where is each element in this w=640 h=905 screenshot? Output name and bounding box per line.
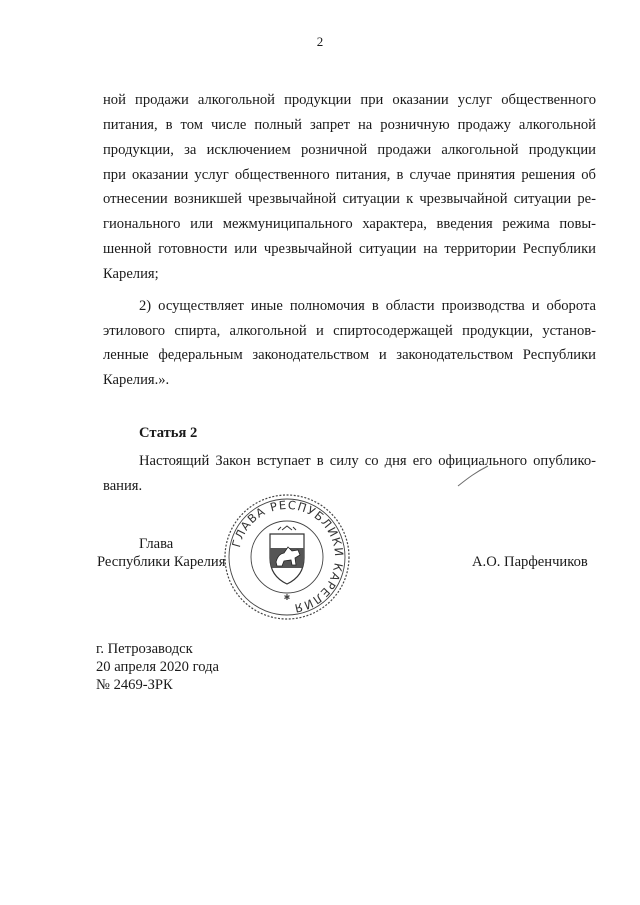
footer-city: г. Петрозаводск — [96, 641, 193, 657]
paragraph-1-line: Карелия; — [103, 266, 159, 282]
article-line: Настоящий Закон вступает в силу со дня его официального опублико- — [139, 453, 596, 469]
page-number: 2 — [316, 34, 324, 49]
official-seal — [222, 492, 352, 622]
signature-title-line-1: Глава — [139, 536, 174, 552]
signature-name: А.О. Парфенчиков — [472, 554, 588, 570]
paragraph-1-line: при оказании услуг общественного питания, в случае принятия решения об — [103, 167, 596, 183]
paragraph-2-line: ленные федеральным законодательством и законодательством Республики — [103, 347, 596, 363]
article-line: вания. — [103, 478, 143, 494]
svg-text:✱: ✱ — [283, 593, 291, 602]
paragraph-2-line: этилового спирта, алкогольной и спиртосодержащей продукции, установ- — [103, 323, 596, 339]
paragraph-1-line: гионального или межмуниципального характера, введения режима повы- — [103, 216, 596, 232]
paragraph-2-line: Карелия.». — [103, 372, 170, 388]
article-heading: Статья 2 — [139, 425, 198, 441]
paragraph-1-line: ной продажи алкогольной продукции при оказании услуг общественного — [103, 92, 596, 108]
footer-date: 20 апреля 2020 года — [96, 659, 219, 675]
paragraph-1-line: продукции, за исключением розничной продажи алкогольной продукции — [103, 142, 596, 158]
signature-title-line-2: Республики Карелия — [97, 554, 226, 570]
paragraph-1-line: шенной готовности или чрезвычайной ситуации на территории Республики — [103, 241, 596, 257]
paragraph-2-line: 2) осуществляет иные полномочия в области производства и оборота — [139, 298, 596, 314]
paragraph-1-line: питания, в том числе полный запрет на розничную продажу алкогольной — [103, 117, 596, 133]
paragraph-1-line: отнесении возникшей чрезвычайной ситуации к чрезвычайной ситуации ре- — [103, 191, 596, 207]
footer-law-number: № 2469-ЗРК — [96, 677, 173, 693]
seal-text: ГЛАВА РЕСПУБЛИКИ КАРЕЛИЯ — [229, 497, 347, 616]
handwritten-mark — [440, 460, 520, 490]
